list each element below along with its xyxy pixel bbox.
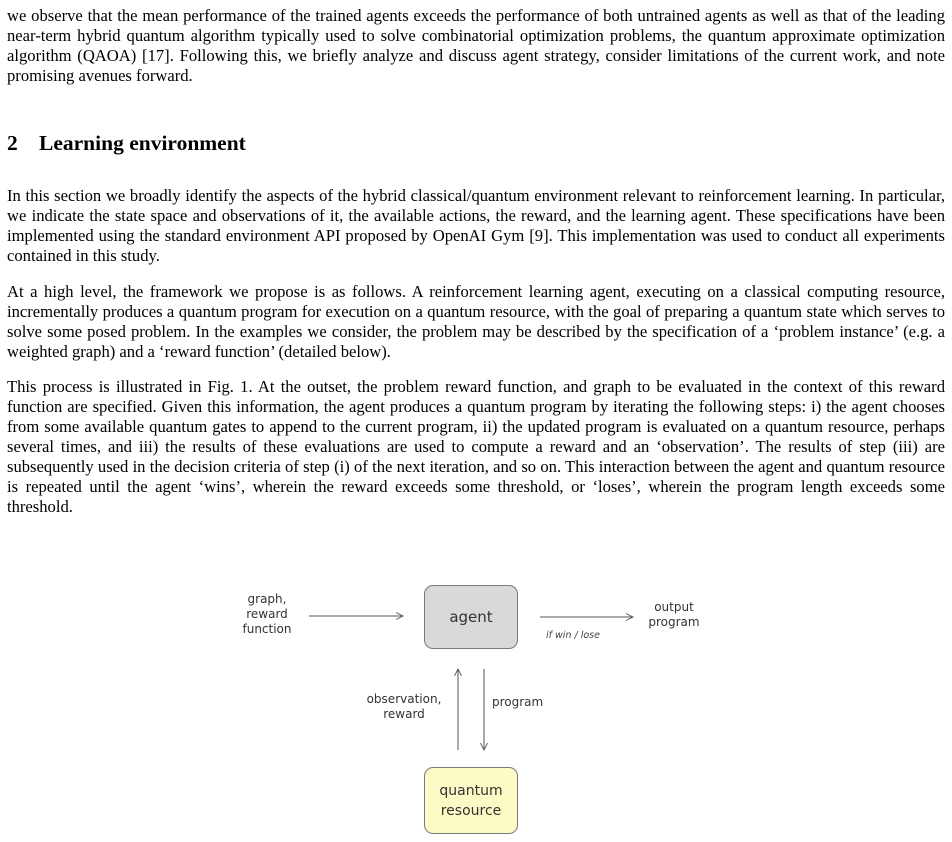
observation-label: observation, reward [366, 692, 442, 721]
paragraph-framework: At a high level, the framework we propose is as follows. A reinforcement learning agent, executing on a classical computing resource, incrementally produces a quantum program for execution on a quantum resource, with the goal of preparing a quantum state which serves to solve some posed problem. In the examples we consider, the problem may be described by the specification of a ‘problem instance’ (e.g. a weighted graph) and a ‘reward function’ (detailed below). [7, 282, 945, 361]
paragraph-process: This process is illustrated in Fig. 1. At the outset, the problem reward function, and graph to be evaluated in the context of this reward function are specified. Given this information, the agent produces a quantum program by iterating the following steps: i) the agent chooses from some available quantum gates to append to the current program, ii) the updated program is evaluated on a quantum resource, perhaps several times, and iii) the results of these evaluations are used to compute a reward and an ‘observation’. The results of step (iii) are subsequently used in the decision criteria of step (i) of the next iteration, and so on. This interaction between the agent and quantum resource is repeated until the agent ‘wins’, wherein the reward exceeds some threshold, or ‘loses’, wherein the program length exceeds some threshold. [7, 377, 945, 516]
if-win-lose-label: if win / lose [546, 630, 600, 641]
section-number: 2 [7, 131, 18, 155]
agent-box: agent [424, 585, 518, 649]
paragraph-intro-end: we observe that the mean performance of the trained agents exceeds the performance of both untrained agents as well as that of the leading near-term hybrid quantum algorithm typically used to solve combinatorial optimization problems, the quantum approximate optimization algorithm (QAOA) [17]. Following this, we briefly analyze and discuss agent strategy, consider limitations of the current work, and note promising avenues forward. [7, 6, 945, 85]
paragraph-section-intro: In this section we broadly identify the aspects of the hybrid classical/quantum environment relevant to reinforcement learning. In particular, we indicate the state space and observations of it, the available actions, the reward, and the learning agent. These specifications have been implemented using the standard environment API proposed by OpenAI Gym [9]. This implementation was used to conduct all experiments contained in this study. [7, 186, 945, 265]
output-label: output program [648, 600, 700, 629]
program-label: program [492, 695, 544, 709]
quantum-resource-box [424, 767, 518, 834]
quantum-resource-label: quantum resource [439, 782, 503, 819]
section-title: Learning environment [39, 131, 246, 155]
input-label: graph, reward function [242, 592, 292, 636]
